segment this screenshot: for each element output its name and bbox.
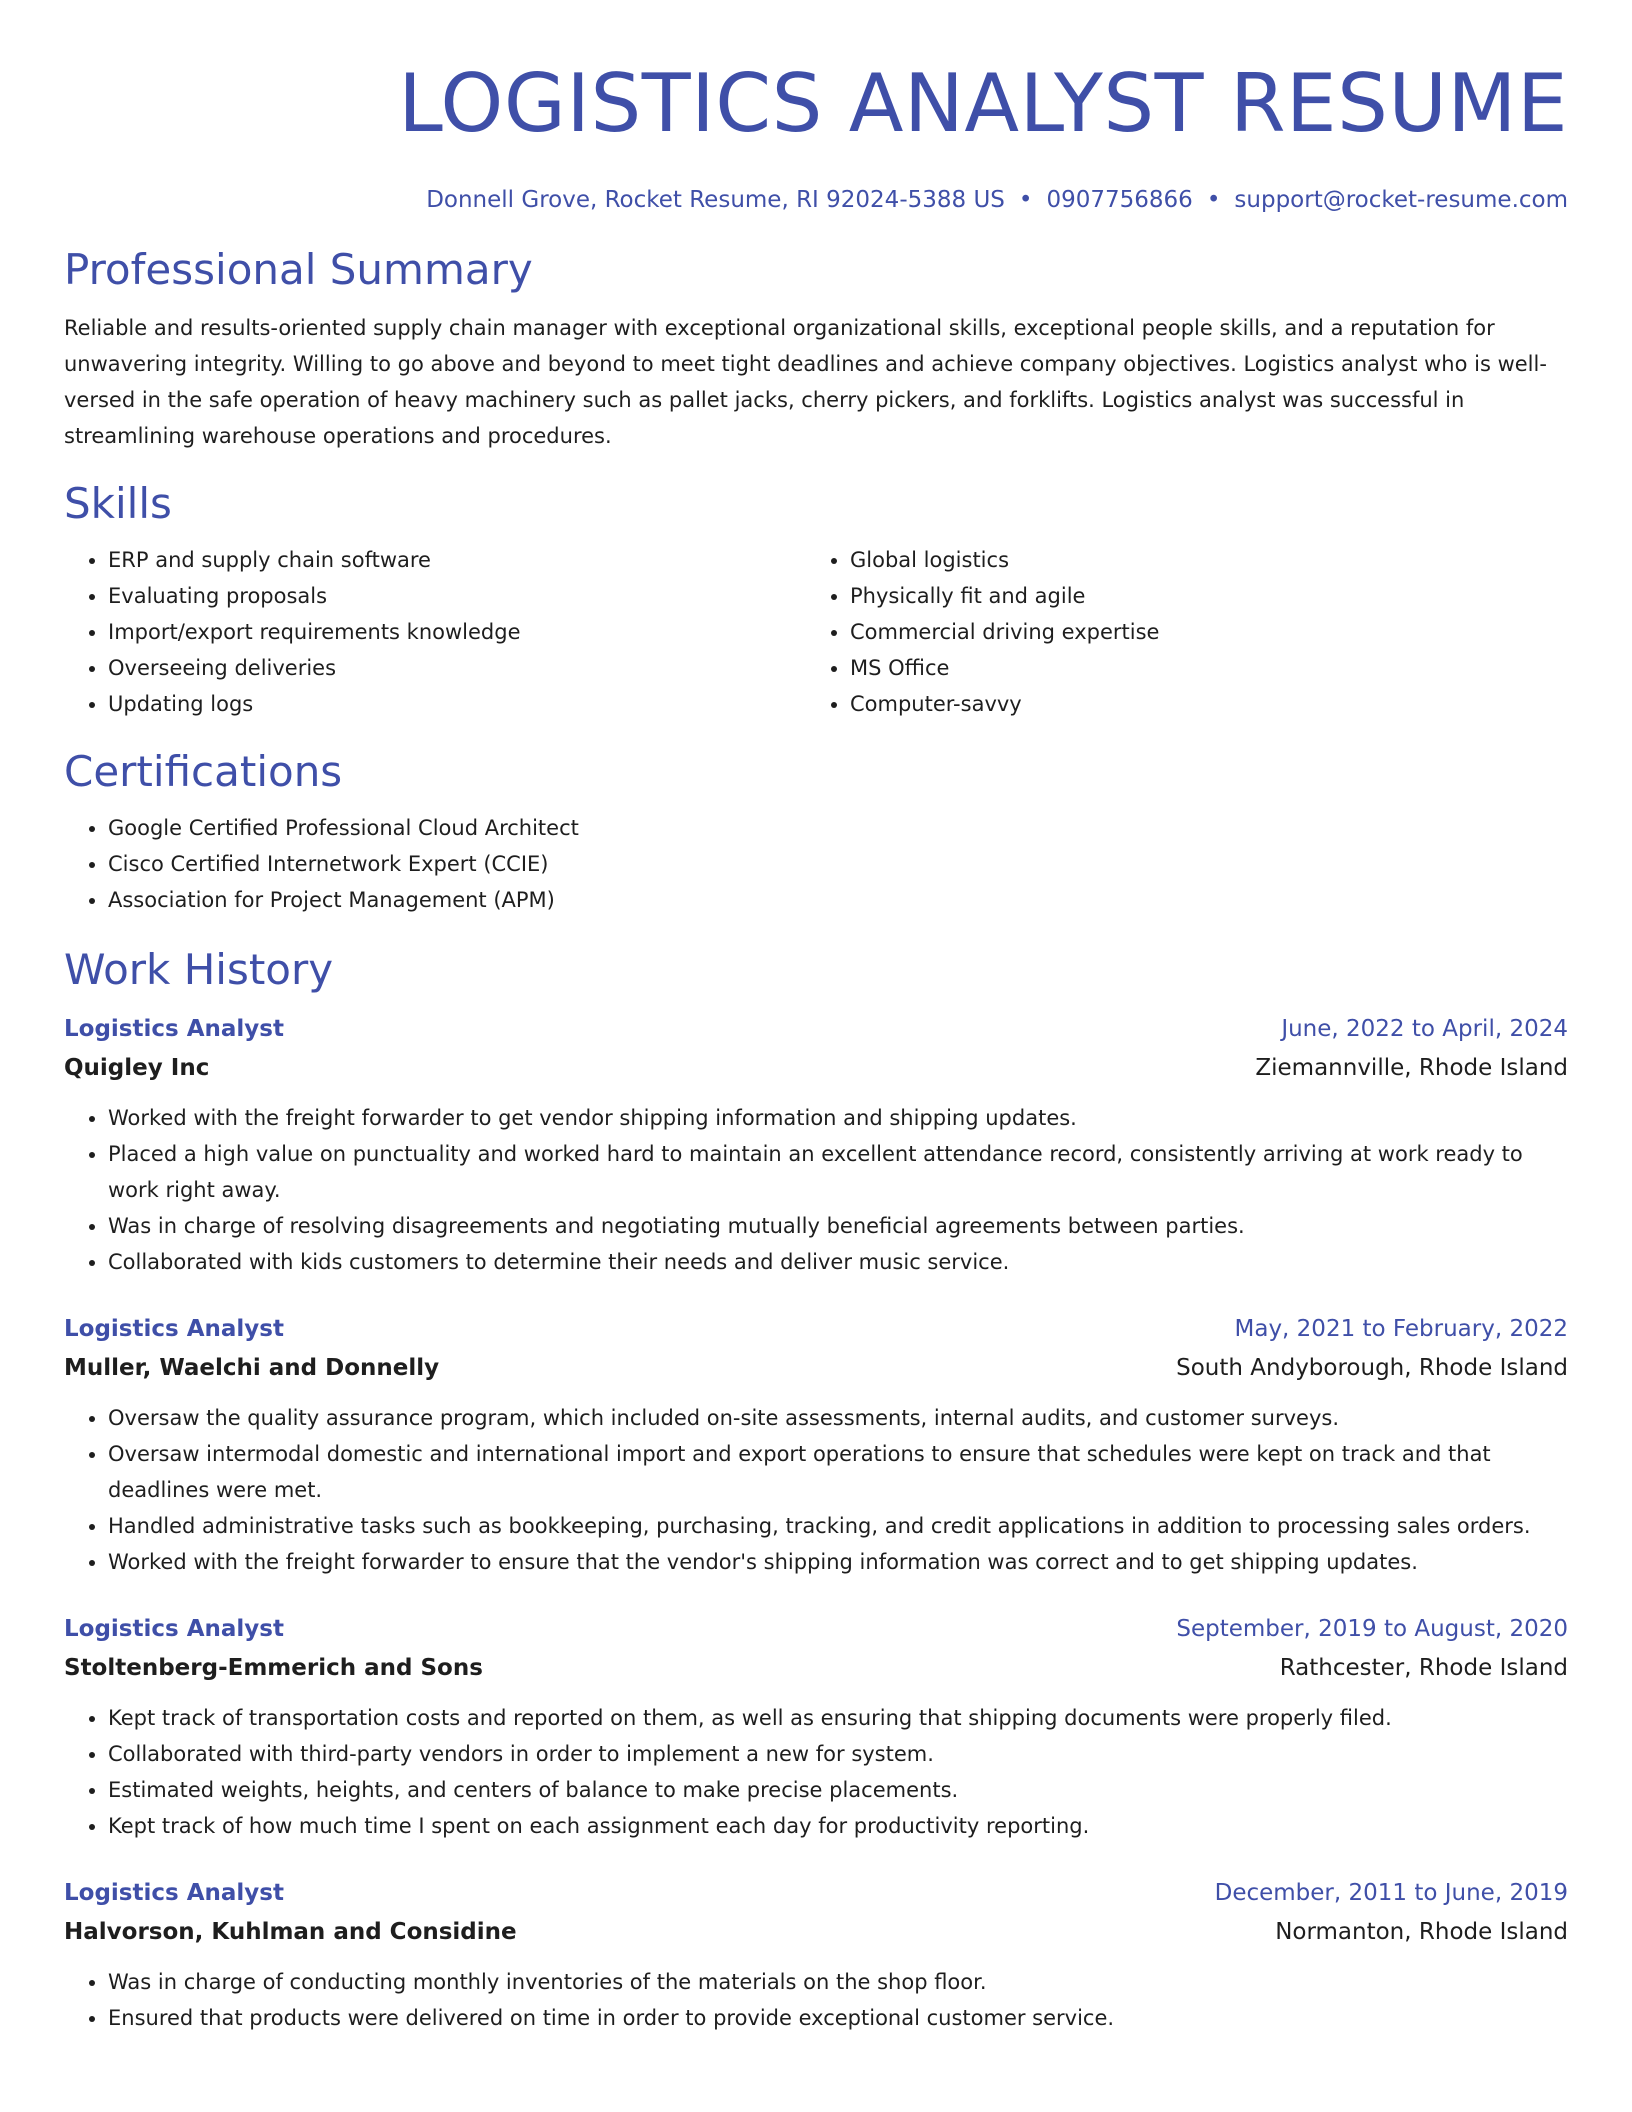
- job-bullets: [64, 1700, 1568, 1844]
- job-header-row: [64, 1310, 1568, 1348]
- job-location: South Andyborough, Rhode Island: [1176, 1355, 1568, 1381]
- skills-section: [64, 478, 1568, 722]
- job-header-row: [64, 1010, 1568, 1048]
- job-bullets: [64, 1964, 1568, 2036]
- job-bullets: [64, 1400, 1568, 1580]
- job-bullet: • Was in charge of resolving disagreements and negotiating mutually beneficial agreements between parties.: [108, 1208, 1568, 1244]
- skill-item: • Commercial driving expertise: [850, 614, 1548, 650]
- skills-column-right: [806, 542, 1548, 722]
- job-dates: May, 2021 to February, 2022: [1234, 1316, 1568, 1342]
- job-title: Logistics Analyst: [64, 1880, 284, 1906]
- skills-columns: [64, 542, 1568, 722]
- certifications-section: [64, 746, 1568, 918]
- job-header-row: [64, 1874, 1568, 1912]
- job-bullet: • Handled administrative tasks such as bookkeeping, purchasing, tracking, and credit applications in addition to processing sales orders.: [108, 1508, 1568, 1544]
- skills-column-left: [64, 542, 806, 722]
- job-company-row: [64, 1912, 1568, 1952]
- skill-item: • Physically fit and agile: [850, 578, 1548, 614]
- job-entry: [64, 1610, 1568, 1844]
- contact-separator: •: [1018, 187, 1033, 213]
- skill-item: • Global logistics: [850, 542, 1548, 578]
- skills-list-right: [806, 542, 1548, 722]
- job-company: Halvorson, Kuhlman and Considine: [64, 1919, 517, 1945]
- job-bullet: • Kept track of how much time I spent on each assignment each day for productivity reporting.: [108, 1808, 1568, 1844]
- work-history-section: [64, 944, 1568, 2036]
- summary-section: [64, 244, 1568, 454]
- job-title: Logistics Analyst: [64, 1616, 284, 1642]
- contact-phone: 0907756866: [1046, 187, 1193, 213]
- job-company-row: [64, 1348, 1568, 1388]
- job-bullet: • Worked with the freight forwarder to ensure that the vendor's shipping information was correct and to get shipping updates.: [108, 1544, 1568, 1580]
- certification-item: • Association for Project Management (APM): [108, 882, 1568, 918]
- job-bullet: • Ensured that products were delivered on time in order to provide exceptional customer service.: [108, 2000, 1568, 2036]
- job-location: Normanton, Rhode Island: [1275, 1919, 1568, 1945]
- job-dates: September, 2019 to August, 2020: [1176, 1616, 1568, 1642]
- job-company-row: [64, 1648, 1568, 1688]
- job-company-row: [64, 1048, 1568, 1088]
- job-bullet: • Was in charge of conducting monthly inventories of the materials on the shop floor.: [108, 1964, 1568, 2000]
- job-bullet: • Kept track of transportation costs and reported on them, as well as ensuring that shipping documents were properly filed.: [108, 1700, 1568, 1736]
- skill-item: • Import/export requirements knowledge: [108, 614, 806, 650]
- skill-item: • Updating logs: [108, 686, 806, 722]
- job-title: Logistics Analyst: [64, 1016, 284, 1042]
- certification-item: • Cisco Certified Internetwork Expert (CCIE): [108, 846, 1568, 882]
- summary-text: Reliable and results-oriented supply chain manager with exceptional organizational skills, exceptional people skills, and a reputation for unwavering integrity. Willing to go above and beyond to meet tight deadlines and achieve company objectives. Logistics analyst who is well-versed in the safe operation of heavy machinery such as pallet jacks, cherry pickers, and forklifts. Logistics analyst was successful in streamlining warehouse operations and procedures.: [64, 316, 1547, 448]
- job-entry: [64, 1310, 1568, 1580]
- job-company: Stoltenberg-Emmerich and Sons: [64, 1655, 483, 1681]
- job-company: Quigley Inc: [64, 1055, 210, 1081]
- page-title: LOGISTICS ANALYST RESUME: [398, 57, 1568, 150]
- certifications-heading: Certifications: [64, 747, 343, 796]
- job-bullet: • Collaborated with kids customers to determine their needs and deliver music service.: [108, 1244, 1568, 1280]
- job-bullets: [64, 1100, 1568, 1280]
- job-location: Rathcester, Rhode Island: [1279, 1655, 1568, 1681]
- job-dates: June, 2022 to April, 2024: [1281, 1016, 1568, 1042]
- job-bullet: • Worked with the freight forwarder to get vendor shipping information and shipping updates.: [108, 1100, 1568, 1136]
- job-title: Logistics Analyst: [64, 1316, 284, 1342]
- contact-line: [64, 184, 1568, 216]
- skill-item: • MS Office: [850, 650, 1548, 686]
- contact-address: Donnell Grove, Rocket Resume, RI 92024-5388 US: [426, 187, 1005, 213]
- job-company: Muller, Waelchi and Donnelly: [64, 1355, 440, 1381]
- job-entry: [64, 1010, 1568, 1280]
- job-header-row: [64, 1610, 1568, 1648]
- contact-email: support@rocket-resume.com: [1234, 187, 1568, 213]
- job-bullet: • Oversaw the quality assurance program, which included on-site assessments, internal audits, and customer surveys.: [108, 1400, 1568, 1436]
- skill-item: • ERP and supply chain software: [108, 542, 806, 578]
- job-dates: December, 2011 to June, 2019: [1214, 1880, 1568, 1906]
- work-history-heading: Work History: [64, 945, 334, 994]
- skill-item: • Computer-savvy: [850, 686, 1548, 722]
- skill-item: • Evaluating proposals: [108, 578, 806, 614]
- skills-heading: Skills: [64, 479, 172, 528]
- job-bullet: • Collaborated with third-party vendors in order to implement a new for system.: [108, 1736, 1568, 1772]
- certifications-list: [64, 810, 1568, 918]
- contact-separator: •: [1206, 187, 1221, 213]
- job-bullet: • Oversaw intermodal domestic and international import and export operations to ensure that schedules were kept on track and that deadlines were met.: [108, 1436, 1568, 1508]
- summary-heading: Professional Summary: [64, 245, 533, 294]
- skill-item: • Overseeing deliveries: [108, 650, 806, 686]
- job-location: Ziemannville, Rhode Island: [1255, 1055, 1568, 1081]
- job-entry: [64, 1874, 1568, 2036]
- job-bullet: • Estimated weights, heights, and centers of balance to make precise placements.: [108, 1772, 1568, 1808]
- certification-item: • Google Certified Professional Cloud Architect: [108, 810, 1568, 846]
- job-bullet: • Placed a high value on punctuality and worked hard to maintain an excellent attendance record, consistently arriving at work ready to work right away.: [108, 1136, 1568, 1208]
- skills-list-left: [64, 542, 806, 722]
